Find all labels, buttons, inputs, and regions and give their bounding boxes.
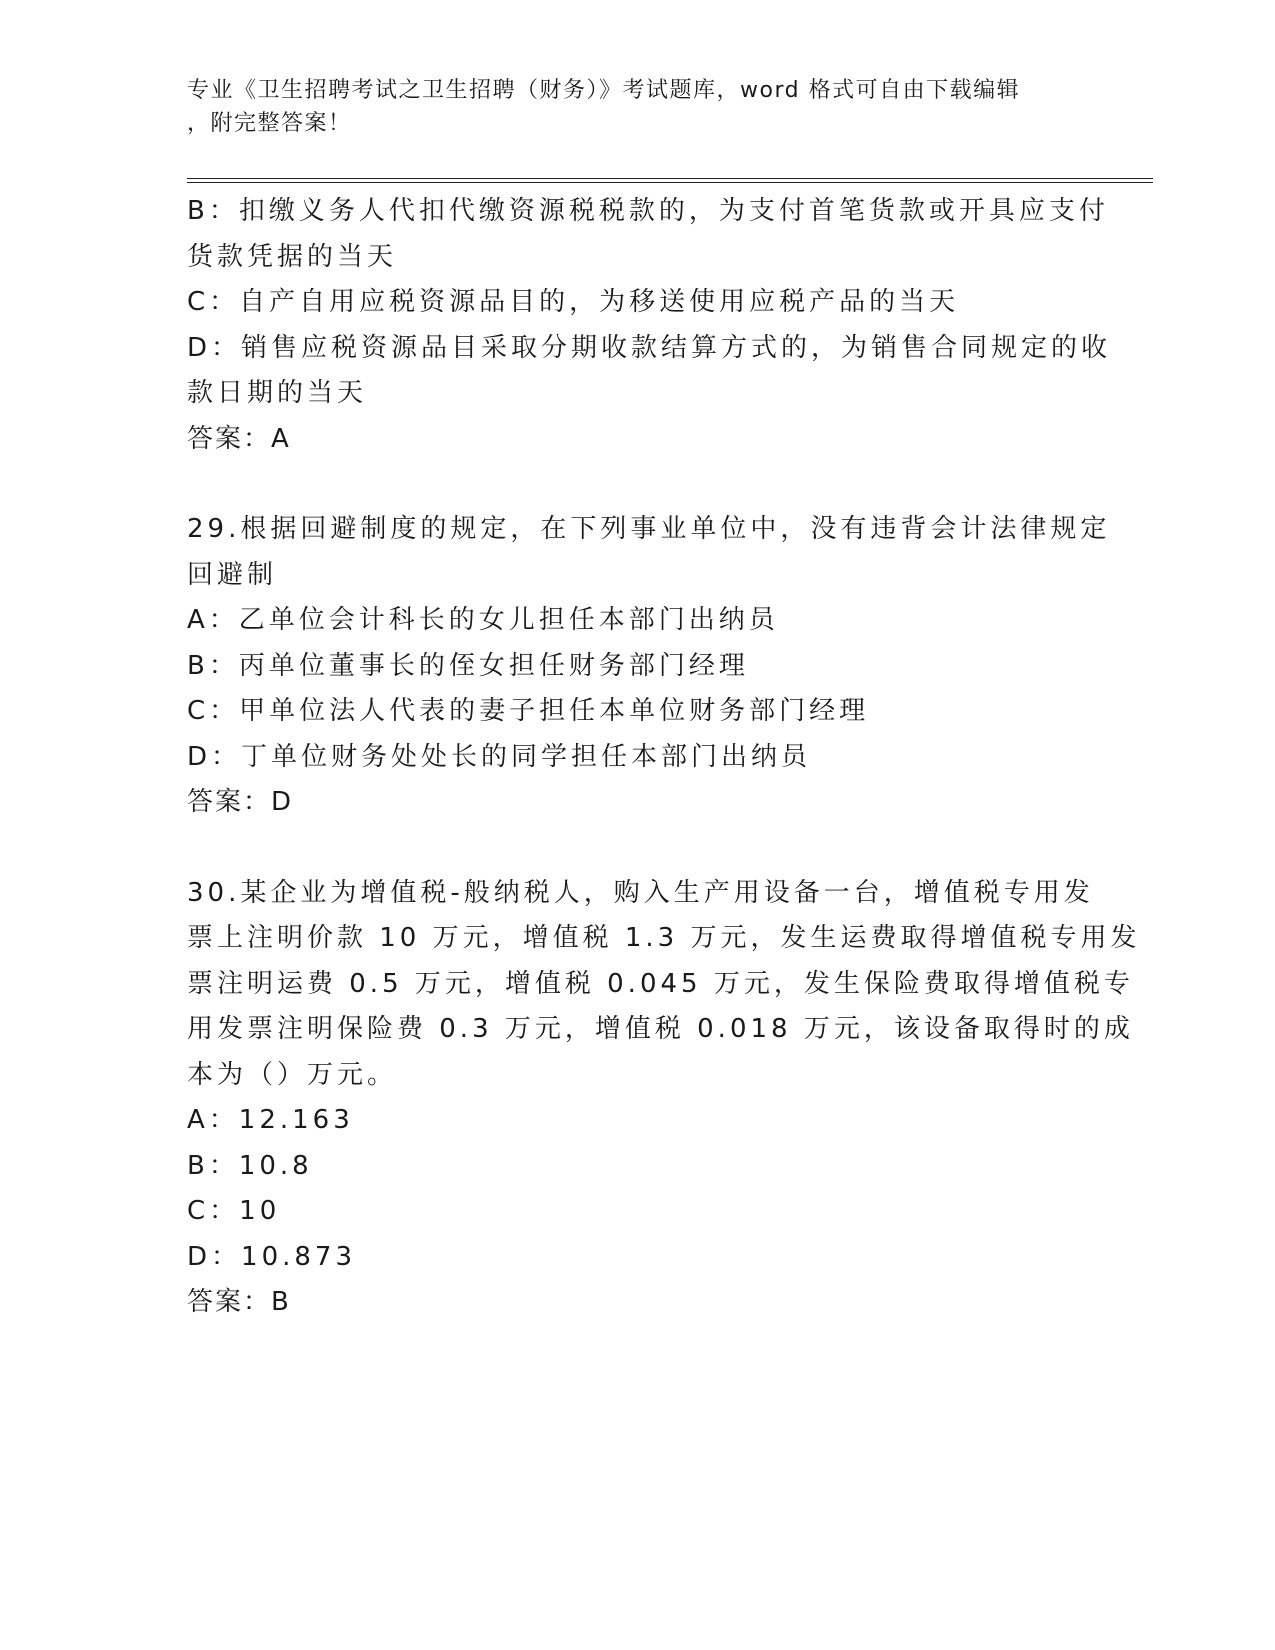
document-header [187,74,1087,140]
option-d-line-2: 款日期的当天 [187,378,368,408]
answer: 答案：B [187,1287,291,1317]
question-stem-line-3: 票注明运费 0.5 万元，增值税 0.045 万元，发生保险费取得增值税专 [187,968,1134,999]
option-d-line-1: D：销售应税资源品目采取分期收款结算方式的，为销售合同规定的收 [187,332,1112,363]
question-stem-line-1: 29.根据回避制度的规定，在下列事业单位中，没有违背会计法律规定 [187,514,1111,544]
option-a: A：12.163 [187,1105,354,1135]
option-b: B：10.8 [187,1150,313,1181]
question-stem-line-1: 30.某企业为增值税-般纳税人，购入生产用设备一台，增值税专用发 [187,877,1094,908]
option-c: C：自产自用应税资源品目的，为移送使用应税产品的当天 [187,287,960,317]
answer: 答案：A [187,423,291,454]
header-line-2: ，附完整答案！ [187,111,352,136]
option-d: D：丁单位财务处处长的同学担任本部门出纳员 [187,741,812,772]
question-spacer [187,826,1087,871]
question-spacer [187,462,1087,507]
question-30 [187,871,1141,1326]
question-stem-line-5: 本为（）万元。 [187,1059,398,1090]
option-b-line-2: 货款凭据的当天 [187,241,398,272]
header-divider-top [187,178,1153,179]
question-stem-line-2: 回避制 [187,559,278,590]
question-29 [187,507,1111,826]
option-b-line-1: B：扣缴义务人代扣代缴资源税税款的，为支付首笔货款或开具应支付 [187,196,1109,226]
question-stem-line-4: 用发票注明保险费 0.3 万元，增值税 0.018 万元，该设备取得时的成 [187,1014,1134,1044]
option-a: A：乙单位会计科长的女儿担任本部门出纳员 [187,605,779,635]
question-content [187,189,1141,1326]
option-d: D：10.873 [187,1241,356,1272]
header-divider-bottom [187,182,1153,183]
answer: 答案：D [187,787,294,817]
question-stem-line-2: 票上注明价款 10 万元，增值税 1.3 万元，发生运费取得增值税专用发 [187,923,1141,953]
header-line-1: 专业《卫生招聘考试之卫生招聘（财务）》考试题库，word 格式可自由下载编辑 [187,78,1021,103]
question-28-tail [187,189,1112,462]
option-b: B：丙单位董事长的侄女担任财务部门经理 [187,650,749,681]
option-c: C：10 [187,1196,281,1226]
option-c: C：甲单位法人代表的妻子担任本单位财务部门经理 [187,696,870,726]
